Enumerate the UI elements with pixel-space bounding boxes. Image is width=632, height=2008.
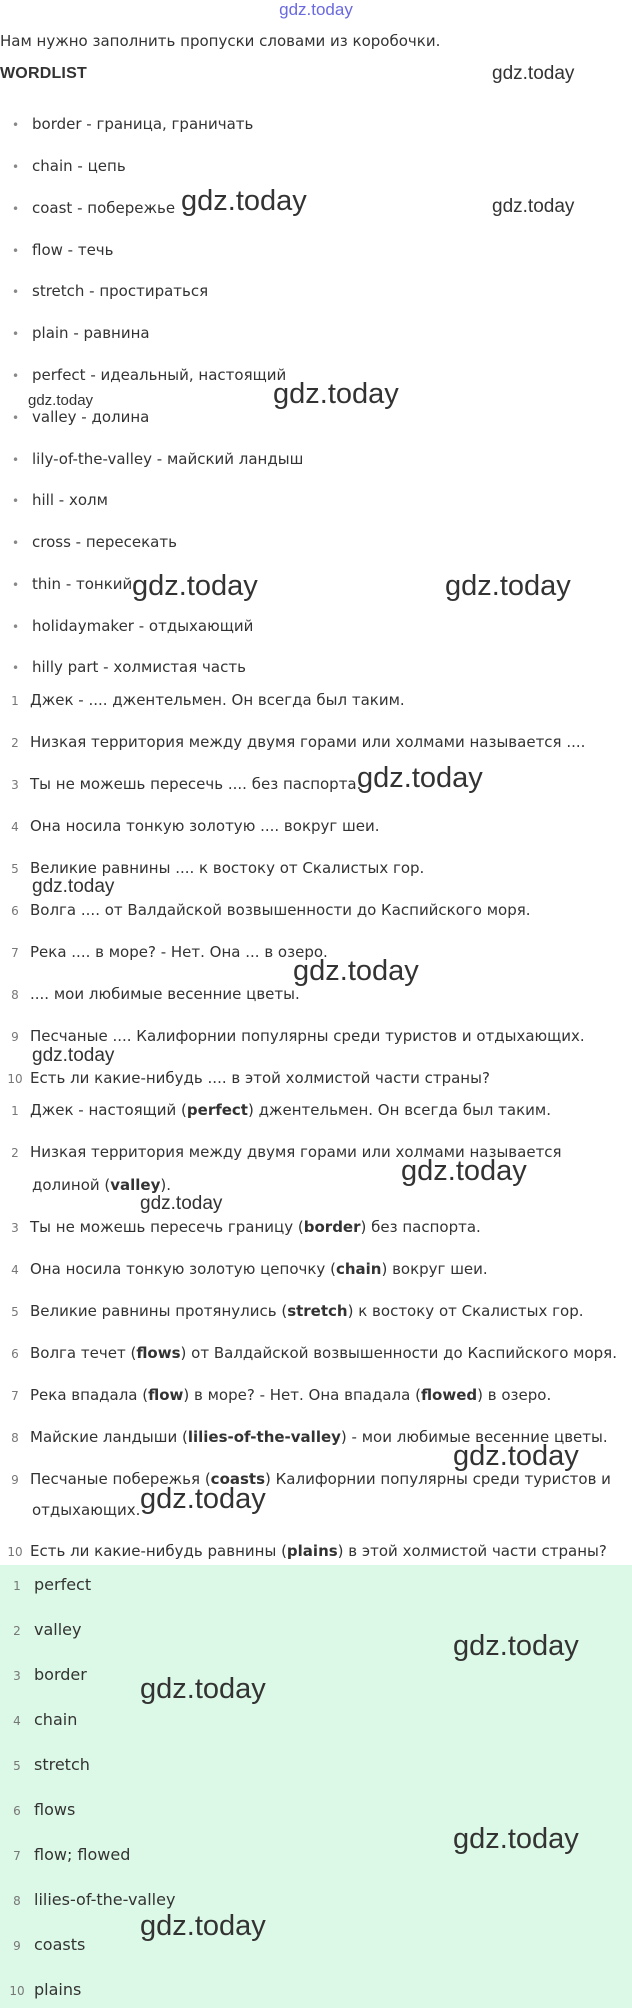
- watermark: gdz.today: [140, 1193, 223, 1214]
- list-item: • cross - пересекать: [12, 533, 177, 551]
- watermark: gdz.today: [32, 1045, 115, 1066]
- list-item: • valley - долина: [12, 408, 150, 426]
- watermark: gdz.today: [357, 762, 483, 794]
- short-answer-row: 3 border: [13, 1665, 87, 1684]
- exercise-row: 5 Великие равнины .... к востоку от Скалистых гор.: [11, 859, 425, 877]
- bullet-icon: •: [12, 369, 20, 383]
- short-answer-row: 2 valley: [13, 1620, 82, 1639]
- answer-row-continued: долиной (valley).: [32, 1176, 172, 1194]
- answer-row: 7 Река впадала (flow) в море? - Нет. Она впадала (flowed) в озеро.: [11, 1386, 552, 1404]
- short-answer-row: 4 chain: [13, 1710, 78, 1729]
- watermark: gdz.today: [140, 1910, 266, 1942]
- answer-row: 5 Великие равнины протянулись (stretch) к востоку от Скалистых гор.: [11, 1302, 584, 1320]
- list-item: • stretch - простираться: [12, 282, 209, 300]
- bullet-icon: •: [12, 661, 20, 675]
- short-answer-row: 8 lilies-of-the-valley: [13, 1890, 176, 1909]
- exercise-row: 9 Песчаные .... Калифорнии популярны среди туристов и отдыхающих.: [11, 1027, 585, 1045]
- answer-row: 3 Ты не можешь пересечь границу (border) без паспорта.: [11, 1218, 481, 1236]
- exercise-row: 7 Река .... в море? - Нет. Она ... в озеро.: [11, 943, 328, 961]
- bullet-icon: •: [12, 244, 20, 258]
- wordlist-title: WORDLIST: [0, 65, 87, 82]
- answer-row: 8 Майские ландыши (lilies-of-the-valley) - мои любимые весенние цветы.: [11, 1428, 608, 1446]
- watermark: gdz.today: [445, 570, 571, 602]
- watermark: gdz.today: [492, 196, 575, 217]
- watermark: gdz.today: [273, 378, 399, 410]
- exercise-row: 2 Низкая территория между двумя горами или холмами называется ....: [11, 733, 586, 751]
- short-answer-row: 6 flows: [13, 1800, 76, 1819]
- header-watermark: gdz.today: [279, 0, 353, 19]
- watermark: gdz.today: [132, 570, 258, 602]
- list-item: • flow - течь: [12, 241, 114, 259]
- exercise-row: 6 Волга .... от Валдайской возвышенности до Каспийского моря.: [11, 901, 531, 919]
- exercise-row: 4 Она носила тонкую золотую .... вокруг шеи.: [11, 817, 380, 835]
- bullet-icon: •: [12, 620, 20, 634]
- answer-row: 4 Она носила тонкую золотую цепочку (chain) вокруг шеи.: [11, 1260, 488, 1278]
- answer-row: 2 Низкая территория между двумя горами или холмами называется: [11, 1143, 562, 1161]
- answer-row: 9 Песчаные побережья (coasts) Калифорнии популярны среди туристов и: [11, 1470, 611, 1488]
- bullet-icon: •: [12, 327, 20, 341]
- intro-text: Нам нужно заполнить пропуски словами из коробочки.: [0, 32, 441, 50]
- short-answer-row: 9 coasts: [13, 1935, 86, 1954]
- bullet-icon: •: [12, 285, 20, 299]
- short-answer-row: 5 stretch: [13, 1755, 90, 1774]
- list-item: • perfect - идеальный, настоящий: [12, 366, 287, 384]
- exercise-row: 3 Ты не можешь пересечь .... без паспорта.: [11, 775, 362, 793]
- bullet-icon: •: [12, 118, 20, 132]
- bullet-icon: •: [12, 578, 20, 592]
- list-item: • hill - холм: [12, 491, 108, 509]
- list-item: • hilly part - холмистая часть: [12, 658, 246, 676]
- answer-row: 1 Джек - настоящий (perfect) джентельмен. Он всегда был таким.: [11, 1101, 551, 1119]
- list-item: • lily-of-the-valley - майский ландыш: [12, 450, 304, 468]
- watermark: gdz.today: [293, 955, 419, 987]
- answer-row-continued: отдыхающих.: [32, 1501, 141, 1519]
- answer-row: 10 Есть ли какие-нибудь равнины (plains) в этой холмистой части страны?: [7, 1542, 607, 1560]
- bullet-icon: •: [12, 453, 20, 467]
- watermark: gdz.today: [32, 876, 115, 897]
- list-item: • holidaymaker - отдыхающий: [12, 617, 254, 635]
- bullet-icon: •: [12, 411, 20, 425]
- list-item: • coast - побережье: [12, 199, 176, 217]
- bullet-icon: •: [12, 160, 20, 174]
- watermark: gdz.today: [492, 63, 575, 84]
- watermark: gdz.today: [453, 1823, 579, 1855]
- watermark: gdz.today: [140, 1673, 266, 1705]
- list-item: • thin - тонкий: [12, 575, 133, 593]
- watermark: gdz.today: [28, 392, 94, 409]
- exercise-row: 1 Джек - .... джентельмен. Он всегда был таким.: [11, 691, 405, 709]
- watermark: gdz.today: [181, 185, 307, 217]
- watermark: gdz.today: [401, 1155, 527, 1187]
- list-item: • plain - равнина: [12, 324, 150, 342]
- list-item: • chain - цепь: [12, 157, 126, 175]
- bullet-icon: •: [12, 202, 20, 216]
- short-answer-row: 1 perfect: [13, 1575, 92, 1594]
- bullet-icon: •: [12, 494, 20, 508]
- watermark: gdz.today: [453, 1440, 579, 1472]
- bullet-icon: •: [12, 536, 20, 550]
- exercise-row: 10 Есть ли какие-нибудь .... в этой холмистой части страны?: [7, 1069, 490, 1087]
- exercise-row: 8 .... мои любимые весенние цветы.: [11, 985, 300, 1003]
- short-answer-row: 10 plains: [9, 1980, 82, 1999]
- watermark: gdz.today: [453, 1630, 579, 1662]
- answer-row: 6 Волга течет (flows) от Валдайской возвышенности до Каспийского моря.: [11, 1344, 617, 1362]
- short-answer-row: 7 flow; flowed: [13, 1845, 131, 1864]
- list-item: • border - граница, граничать: [12, 115, 254, 133]
- watermark: gdz.today: [140, 1483, 266, 1515]
